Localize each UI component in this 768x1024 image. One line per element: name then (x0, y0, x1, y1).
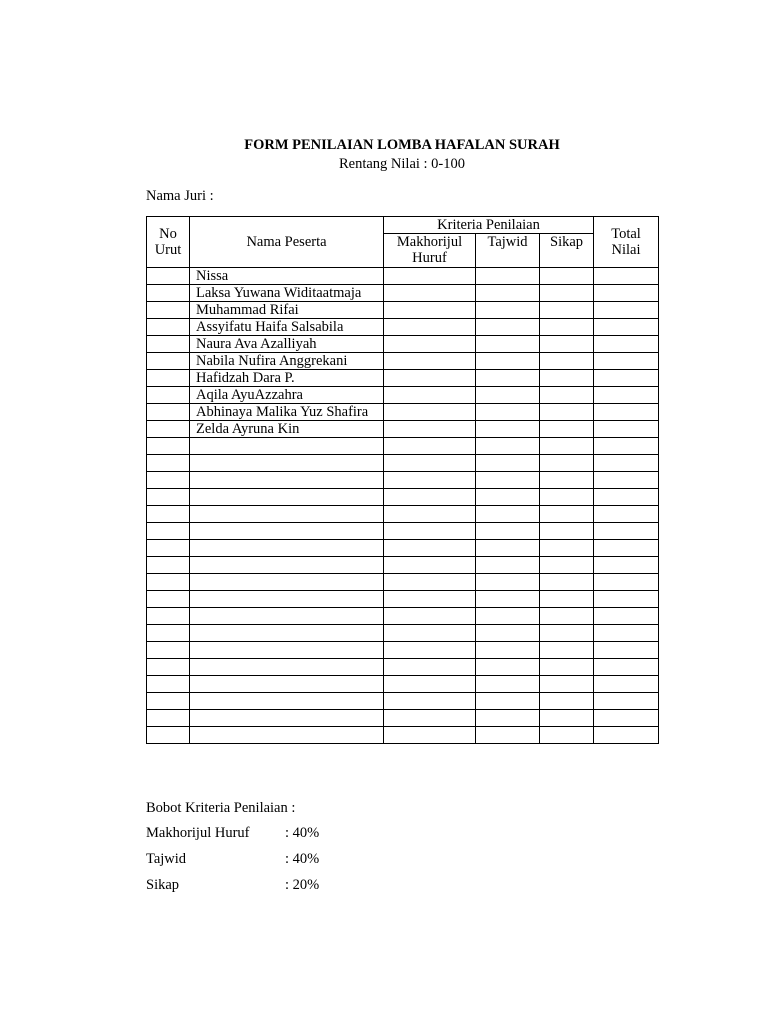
total-cell (594, 710, 659, 727)
total-cell (594, 574, 659, 591)
no-cell (147, 455, 190, 472)
tajwid-cell (476, 625, 540, 642)
makhorijul-cell (384, 370, 476, 387)
bobot-value: : 40% (285, 825, 320, 841)
name-cell (190, 591, 384, 608)
table-row (147, 302, 659, 319)
tajwid-cell (476, 387, 540, 404)
makhorijul-cell (384, 727, 476, 744)
makhorijul-cell (384, 421, 476, 438)
tajwid-cell (476, 489, 540, 506)
name-cell (190, 472, 384, 489)
tajwid-cell (476, 506, 540, 523)
name-cell (190, 540, 384, 557)
header-tajwid: Tajwid (476, 234, 540, 268)
name-cell (190, 659, 384, 676)
name-cell (190, 438, 384, 455)
table-row (147, 642, 659, 659)
no-cell (147, 676, 190, 693)
name-cell (190, 523, 384, 540)
form-title: FORM PENILAIAN LOMBA HAFALAN SURAH (244, 137, 560, 153)
bobot-item-sikap (146, 877, 319, 894)
tajwid-cell (476, 642, 540, 659)
makhorijul-cell (384, 591, 476, 608)
sikap-cell (540, 319, 594, 336)
tajwid-cell (476, 455, 540, 472)
name-cell: Muhammad Rifai (190, 302, 384, 319)
sikap-cell (540, 302, 594, 319)
bobot-item-makhorijul (146, 825, 319, 842)
makhorijul-cell (384, 336, 476, 353)
header-total-nilai: Total Nilai (594, 217, 659, 268)
bobot-label: Sikap (146, 877, 180, 893)
sikap-cell (540, 523, 594, 540)
sikap-cell (540, 438, 594, 455)
no-cell (147, 472, 190, 489)
sikap-cell (540, 404, 594, 421)
makhorijul-cell (384, 285, 476, 302)
no-cell (147, 659, 190, 676)
table-row (147, 625, 659, 642)
sikap-cell (540, 336, 594, 353)
sikap-cell (540, 353, 594, 370)
table-row (147, 523, 659, 540)
makhorijul-cell (384, 523, 476, 540)
name-cell (190, 455, 384, 472)
tajwid-cell (476, 591, 540, 608)
table-row (147, 285, 659, 302)
table-row (147, 574, 659, 591)
sikap-cell (540, 268, 594, 285)
tajwid-cell (476, 574, 540, 591)
no-cell (147, 438, 190, 455)
makhorijul-cell (384, 676, 476, 693)
total-cell (594, 370, 659, 387)
tajwid-cell (476, 268, 540, 285)
total-cell (594, 353, 659, 370)
makhorijul-cell (384, 574, 476, 591)
makhorijul-cell (384, 540, 476, 557)
makhorijul-cell (384, 659, 476, 676)
makhorijul-cell (384, 625, 476, 642)
total-cell (594, 727, 659, 744)
header-nama-peserta: Nama Peserta (190, 217, 384, 268)
table-row (147, 489, 659, 506)
table-row (147, 455, 659, 472)
no-cell (147, 421, 190, 438)
makhorijul-cell (384, 353, 476, 370)
total-cell (594, 489, 659, 506)
sikap-cell (540, 472, 594, 489)
table-row (147, 268, 659, 285)
sikap-cell (540, 455, 594, 472)
table-row (147, 438, 659, 455)
tajwid-cell (476, 540, 540, 557)
table-row (147, 404, 659, 421)
tajwid-cell (476, 676, 540, 693)
tajwid-cell (476, 353, 540, 370)
tajwid-cell (476, 557, 540, 574)
table-row (147, 693, 659, 710)
total-cell (594, 693, 659, 710)
tajwid-cell (476, 523, 540, 540)
total-cell (594, 676, 659, 693)
total-cell (594, 336, 659, 353)
table-row (147, 591, 659, 608)
name-cell: Aqila AyuAzzahra (190, 387, 384, 404)
name-cell (190, 693, 384, 710)
sikap-cell (540, 693, 594, 710)
no-cell (147, 506, 190, 523)
name-cell: Zelda Ayruna Kin (190, 421, 384, 438)
table-row (147, 370, 659, 387)
sikap-cell (540, 574, 594, 591)
total-cell (594, 506, 659, 523)
table-row (147, 472, 659, 489)
sikap-cell (540, 557, 594, 574)
header-no-urut: No Urut (147, 217, 190, 268)
no-cell (147, 625, 190, 642)
sikap-cell (540, 540, 594, 557)
table-row (147, 676, 659, 693)
name-cell: Naura Ava Azalliyah (190, 336, 384, 353)
makhorijul-cell (384, 557, 476, 574)
no-cell (147, 353, 190, 370)
total-cell (594, 302, 659, 319)
makhorijul-cell (384, 319, 476, 336)
makhorijul-cell (384, 302, 476, 319)
no-cell (147, 693, 190, 710)
total-cell (594, 557, 659, 574)
sikap-cell (540, 506, 594, 523)
name-cell (190, 625, 384, 642)
sikap-cell (540, 625, 594, 642)
sikap-cell (540, 642, 594, 659)
bobot-value: : 20% (285, 877, 320, 893)
makhorijul-cell (384, 693, 476, 710)
header-sikap: Sikap (540, 234, 594, 268)
sikap-cell (540, 608, 594, 625)
tajwid-cell (476, 659, 540, 676)
makhorijul-cell (384, 506, 476, 523)
name-cell (190, 710, 384, 727)
total-cell (594, 608, 659, 625)
no-cell (147, 387, 190, 404)
name-cell (190, 489, 384, 506)
name-cell: Assyifatu Haifa Salsabila (190, 319, 384, 336)
makhorijul-cell (384, 404, 476, 421)
total-cell (594, 523, 659, 540)
name-cell (190, 557, 384, 574)
total-cell (594, 642, 659, 659)
no-cell (147, 710, 190, 727)
bobot-label: Makhorijul Huruf (146, 825, 250, 841)
no-cell (147, 302, 190, 319)
name-cell: Abhinaya Malika Yuz Shafira (190, 404, 384, 421)
no-cell (147, 285, 190, 302)
total-cell (594, 404, 659, 421)
tajwid-cell (476, 285, 540, 302)
header-makhorijul-huruf: Makhorijul Huruf (384, 234, 476, 268)
name-cell: Laksa Yuwana Widitaatmaja (190, 285, 384, 302)
total-cell (594, 285, 659, 302)
table-row (147, 659, 659, 676)
no-cell (147, 268, 190, 285)
total-cell (594, 268, 659, 285)
tajwid-cell (476, 336, 540, 353)
tajwid-cell (476, 727, 540, 744)
sikap-cell (540, 727, 594, 744)
makhorijul-cell (384, 642, 476, 659)
no-cell (147, 574, 190, 591)
table-row (147, 353, 659, 370)
no-cell (147, 370, 190, 387)
total-cell (594, 319, 659, 336)
makhorijul-cell (384, 472, 476, 489)
sikap-cell (540, 370, 594, 387)
tajwid-cell (476, 472, 540, 489)
makhorijul-cell (384, 608, 476, 625)
tajwid-cell (476, 302, 540, 319)
sikap-cell (540, 387, 594, 404)
sikap-cell (540, 285, 594, 302)
no-cell (147, 557, 190, 574)
tajwid-cell (476, 421, 540, 438)
no-cell (147, 608, 190, 625)
bobot-label: Tajwid (146, 851, 187, 867)
total-cell (594, 591, 659, 608)
name-cell (190, 506, 384, 523)
table-row (147, 557, 659, 574)
table-row (147, 540, 659, 557)
sikap-cell (540, 676, 594, 693)
no-cell (147, 523, 190, 540)
bobot-value: : 40% (285, 851, 320, 867)
total-cell (594, 625, 659, 642)
no-cell (147, 642, 190, 659)
score-range: Rentang Nilai : 0-100 (338, 156, 466, 172)
tajwid-cell (476, 404, 540, 421)
total-cell (594, 659, 659, 676)
makhorijul-cell (384, 438, 476, 455)
table-row (147, 387, 659, 404)
header-kriteria-penilaian: Kriteria Penilaian (384, 217, 594, 234)
name-cell (190, 608, 384, 625)
table-row (147, 727, 659, 744)
tajwid-cell (476, 693, 540, 710)
sikap-cell (540, 489, 594, 506)
tajwid-cell (476, 438, 540, 455)
tajwid-cell (476, 710, 540, 727)
no-cell (147, 319, 190, 336)
no-cell (147, 591, 190, 608)
total-cell (594, 540, 659, 557)
no-cell (147, 404, 190, 421)
no-cell (147, 727, 190, 744)
table-row (147, 319, 659, 336)
name-cell: Nissa (190, 268, 384, 285)
table-body (147, 268, 659, 744)
total-cell (594, 421, 659, 438)
makhorijul-cell (384, 268, 476, 285)
makhorijul-cell (384, 387, 476, 404)
table-row (147, 336, 659, 353)
name-cell (190, 574, 384, 591)
name-cell (190, 676, 384, 693)
makhorijul-cell (384, 489, 476, 506)
sikap-cell (540, 659, 594, 676)
judge-name-label: Nama Juri : (146, 188, 214, 204)
name-cell: Hafidzah Dara P. (190, 370, 384, 387)
no-cell (147, 540, 190, 557)
makhorijul-cell (384, 710, 476, 727)
sikap-cell (540, 421, 594, 438)
table-row (147, 710, 659, 727)
total-cell (594, 455, 659, 472)
name-cell (190, 727, 384, 744)
name-cell (190, 642, 384, 659)
name-cell: Nabila Nufira Anggrekani (190, 353, 384, 370)
bobot-item-tajwid (146, 851, 319, 868)
score-table (146, 216, 659, 744)
no-cell (147, 336, 190, 353)
table-row (147, 506, 659, 523)
sikap-cell (540, 591, 594, 608)
table-row (147, 608, 659, 625)
no-cell (147, 489, 190, 506)
total-cell (594, 438, 659, 455)
makhorijul-cell (384, 455, 476, 472)
tajwid-cell (476, 319, 540, 336)
tajwid-cell (476, 608, 540, 625)
total-cell (594, 387, 659, 404)
bobot-heading: Bobot Kriteria Penilaian : (146, 800, 296, 816)
table-row (147, 421, 659, 438)
total-cell (594, 472, 659, 489)
tajwid-cell (476, 370, 540, 387)
sikap-cell (540, 710, 594, 727)
